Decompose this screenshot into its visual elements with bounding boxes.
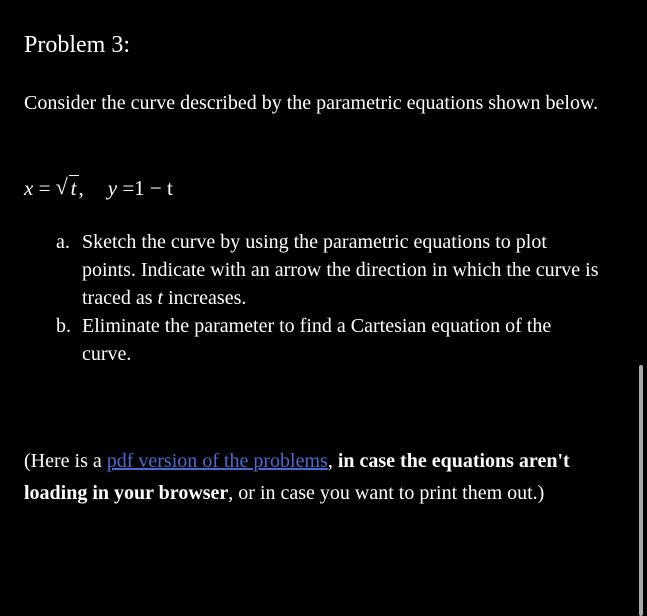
note-open: (Here is a	[24, 450, 107, 472]
scrollbar-thumb[interactable]	[639, 365, 643, 616]
problem-parts	[56, 228, 601, 368]
problem-title: Problem 3:	[24, 32, 130, 58]
parametric-equations	[24, 173, 173, 203]
note-comma: ,	[327, 450, 338, 472]
note-close: , or in case you want to print them out.)	[228, 482, 545, 504]
part-b-marker: b.	[56, 315, 71, 337]
part-a-marker: a.	[56, 231, 70, 253]
equals-sign: =	[33, 176, 56, 200]
y-equation-rhs: =1 − t	[122, 176, 173, 200]
part-a-text: Sketch the curve by using the parametric equations to plot points. Indicate with an arrow the direction in which the curve is traced as	[82, 231, 599, 309]
pdf-link[interactable]: pdf version of the problems	[106, 450, 328, 472]
radicand: t	[70, 176, 77, 200]
part-b-text: Eliminate the parameter to find a Cartesian equation of the curve.	[82, 315, 552, 365]
part-b	[56, 312, 601, 368]
part-a-variable: t	[157, 287, 164, 309]
part-a-text-end: increases.	[163, 287, 247, 309]
part-a	[56, 228, 601, 312]
square-root	[56, 173, 79, 203]
x-variable: x	[24, 176, 34, 200]
y-variable: y	[107, 176, 118, 200]
pdf-note	[24, 445, 624, 509]
problem-intro: Consider the curve described by the parametric equations shown below.	[24, 92, 599, 114]
equation-comma: ,	[78, 176, 84, 200]
radical-sign: √	[55, 174, 68, 199]
note-bold-text: in case the equations aren't loading in your browser	[24, 450, 570, 504]
